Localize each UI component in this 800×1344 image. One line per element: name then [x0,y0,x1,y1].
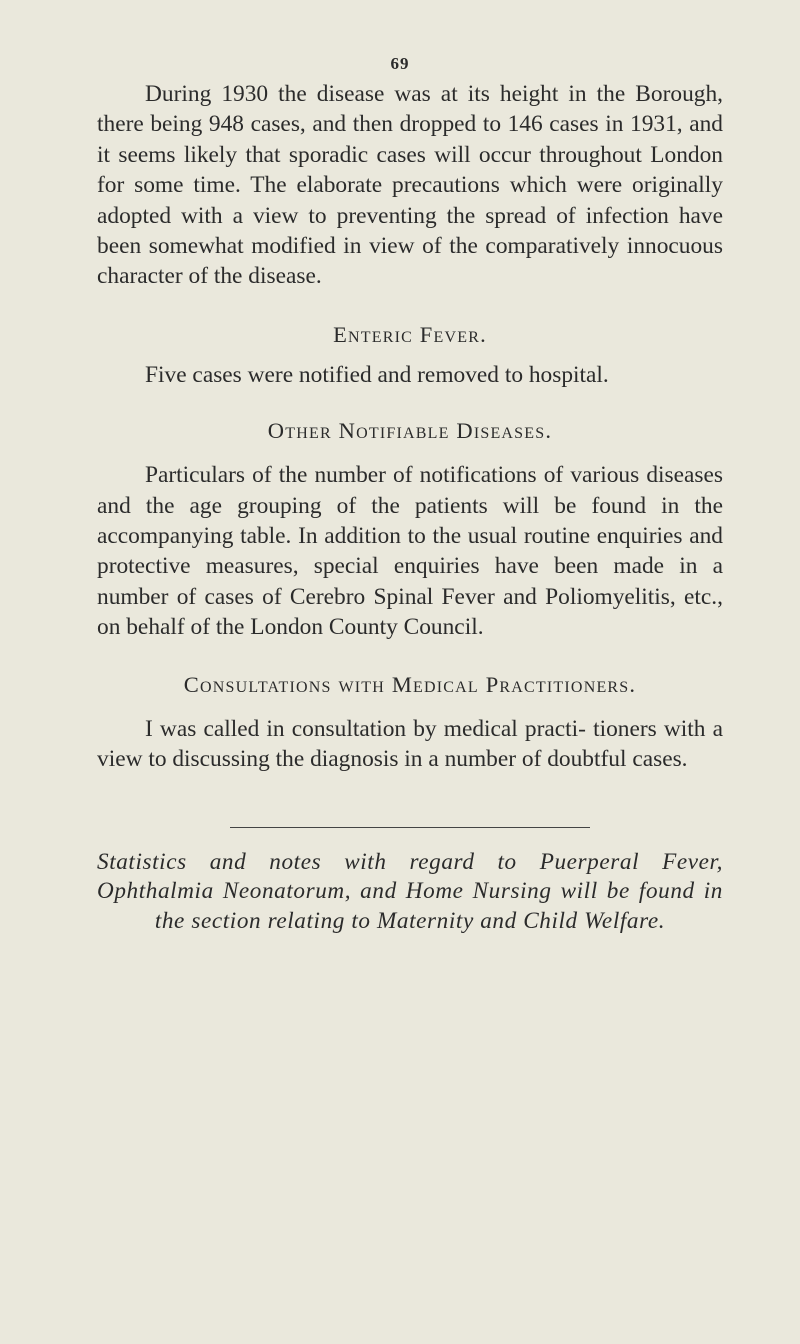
page-number: 69 [390,54,410,73]
consultations-paragraph: I was called in consultation by medical practi- tioners with a view to discussing the diagnosis in a number of doubtful cases. [97,715,723,773]
enteric-fever-paragraph: Five cases were notified and removed to hospital. [145,361,609,388]
other-notifiable-diseases-paragraph: Particulars of the number of notifications of various diseases and the age grouping of the patients will be found in the accompanying table. In addition to the usual routine enquiries and protective measures, special enquiries have been made in a number of cases of Cerebro Spinal Fever and Poliomyelitis, etc., on behalf of the London County Council. [97,462,723,641]
page-body [97,79,723,937]
consultations-heading: Consultations with Medical Practitioners. [183,671,637,697]
other-notifiable-diseases-heading: Other Notifiable Diseases. [267,418,553,444]
intro-paragraph: During 1930 the disease was at its height in the Borough, there being 948 cases, and then dropped to 146 cases in 1931, and it seems likely that sporadic cases will occur throughout London for some time. The elaborate precautions which were originally adopted with a view to preventing the spread of infection have been somewhat modified in view of the comparatively innocuous character of the disease. [97,81,723,290]
footnote: Statistics and notes with regard to Puerperal Fever, Ophthalmia Neonatorum, and Home Nursing will be found in the section relating to Maternity and Child Welfare. [97,848,723,935]
section-divider [230,827,590,828]
enteric-fever-heading: Enteric Fever. [333,321,487,347]
